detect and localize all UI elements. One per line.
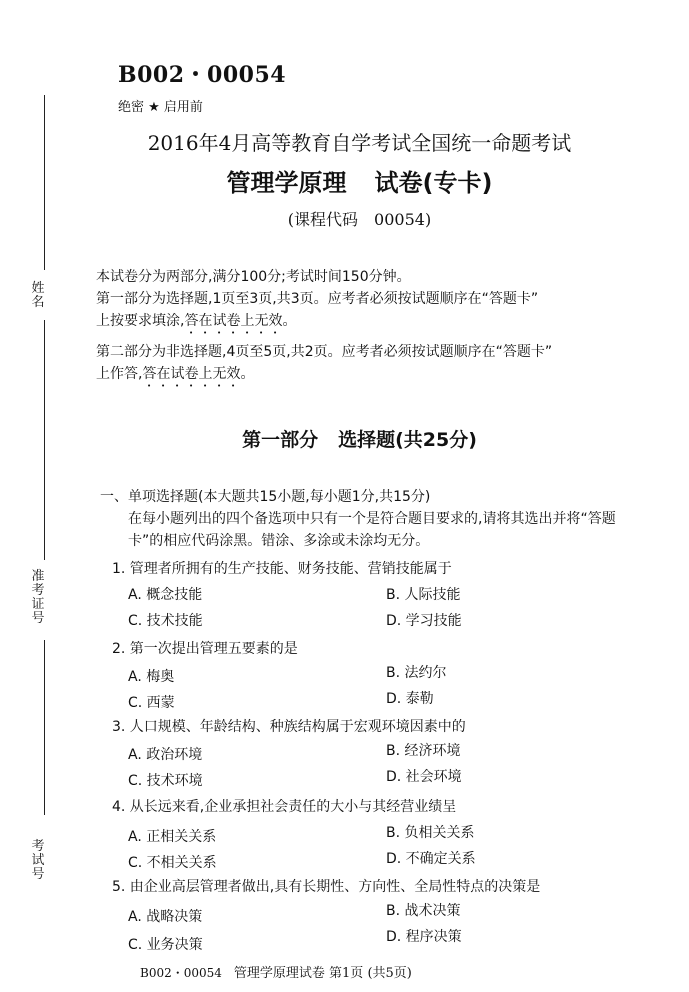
- option-c: C. 技术技能: [128, 613, 203, 629]
- paper-code: B002・00054: [118, 62, 287, 88]
- ticket-number-label: 准考证号: [31, 569, 45, 626]
- part-name: 第一部分: [242, 429, 319, 451]
- name-label: 姓名: [31, 281, 45, 310]
- option-b: B. 负相关关系: [386, 825, 475, 841]
- question-stem: 5. 由企业高层管理者做出,具有长期性、方向性、全局性特点的决策是: [112, 879, 541, 895]
- binding-line-lower: [44, 640, 45, 815]
- emphasis-text: 答在试卷上无效: [142, 366, 241, 382]
- secret-mark: 绝密 ★ 启用前: [118, 100, 203, 115]
- question-stem: 3. 人口规模、年龄结构、种族结构属于宏观环境因素中的: [112, 719, 466, 735]
- instruction-line: 上按要求填涂,答在试卷上无效。: [96, 313, 297, 329]
- option-d: D. 程序决策: [386, 929, 462, 945]
- page-footer: [140, 962, 412, 981]
- footer-code: B002・00054: [140, 966, 222, 980]
- option-a: A. 正相关关系: [128, 829, 217, 845]
- part-title: 选择题(共25分): [338, 429, 477, 451]
- instruction-line: 第一部分为选择题,1页至3页,共3页。应考者必须按试题顺序在“答题卡”: [96, 291, 539, 307]
- option-d: D. 泰勒: [386, 691, 434, 707]
- question-stem: 2. 第一次提出管理五要素的是: [112, 641, 298, 657]
- option-d: D. 不确定关系: [386, 851, 476, 867]
- option-b: B. 经济环境: [386, 743, 461, 759]
- question-stem: 4. 从长远来看,企业承担社会责任的大小与其经营业绩呈: [112, 799, 457, 815]
- option-c: C. 不相关关系: [128, 855, 217, 871]
- course-code-label: (课程代码: [287, 210, 359, 229]
- section-title: 一、单项选择题(本大题共15小题,每小题1分,共15分): [100, 489, 431, 505]
- option-c: C. 西蒙: [128, 695, 175, 711]
- option-b: B. 人际技能: [386, 587, 461, 603]
- section-description: 在每小题列出的四个备选项中只有一个是符合题目要求的,请将其选出并将“答题卡”的相应代码涂黑。错涂、多涂或未涂均无分。: [128, 511, 616, 549]
- instructions: [96, 266, 656, 390]
- option-b: B. 法约尔: [386, 665, 447, 681]
- option-c: C. 业务决策: [128, 937, 203, 953]
- exam-number-label: 考试号: [31, 839, 45, 882]
- instruction-line: 第二部分为非选择题,4页至5页,共2页。应考者必须按试题顺序在“答题卡”: [96, 344, 553, 360]
- footer-text: 管理学原理试卷 第1页 (共5页): [233, 966, 412, 981]
- option-b: B. 战术决策: [386, 903, 461, 919]
- paper-type: 试卷(专卡): [374, 169, 493, 197]
- course-code: [0, 207, 689, 230]
- option-d: D. 社会环境: [386, 769, 462, 785]
- emphasis-text: 答在试卷上无效: [184, 313, 283, 329]
- option-a: A. 战略决策: [128, 909, 203, 925]
- part-heading: [0, 425, 689, 452]
- option-d: D. 学习技能: [386, 613, 462, 629]
- question-stem: 1. 管理者所拥有的生产技能、财务技能、营销技能属于: [112, 561, 452, 577]
- instruction-line: 本试卷分为两部分,满分100分;考试时间150分钟。: [96, 269, 411, 285]
- option-a: A. 政治环境: [128, 747, 203, 763]
- course-name: 管理学原理: [226, 169, 347, 197]
- instruction-line: 上作答,答在试卷上无效。: [96, 366, 255, 382]
- option-a: A. 梅奥: [128, 669, 175, 685]
- course-title: [0, 163, 689, 198]
- option-a: A. 概念技能: [128, 587, 203, 603]
- option-c: C. 技术环境: [128, 773, 203, 789]
- exam-title: 2016年4月高等教育自学考试全国统一命题考试: [147, 131, 572, 155]
- course-code-value: 00054): [374, 210, 432, 229]
